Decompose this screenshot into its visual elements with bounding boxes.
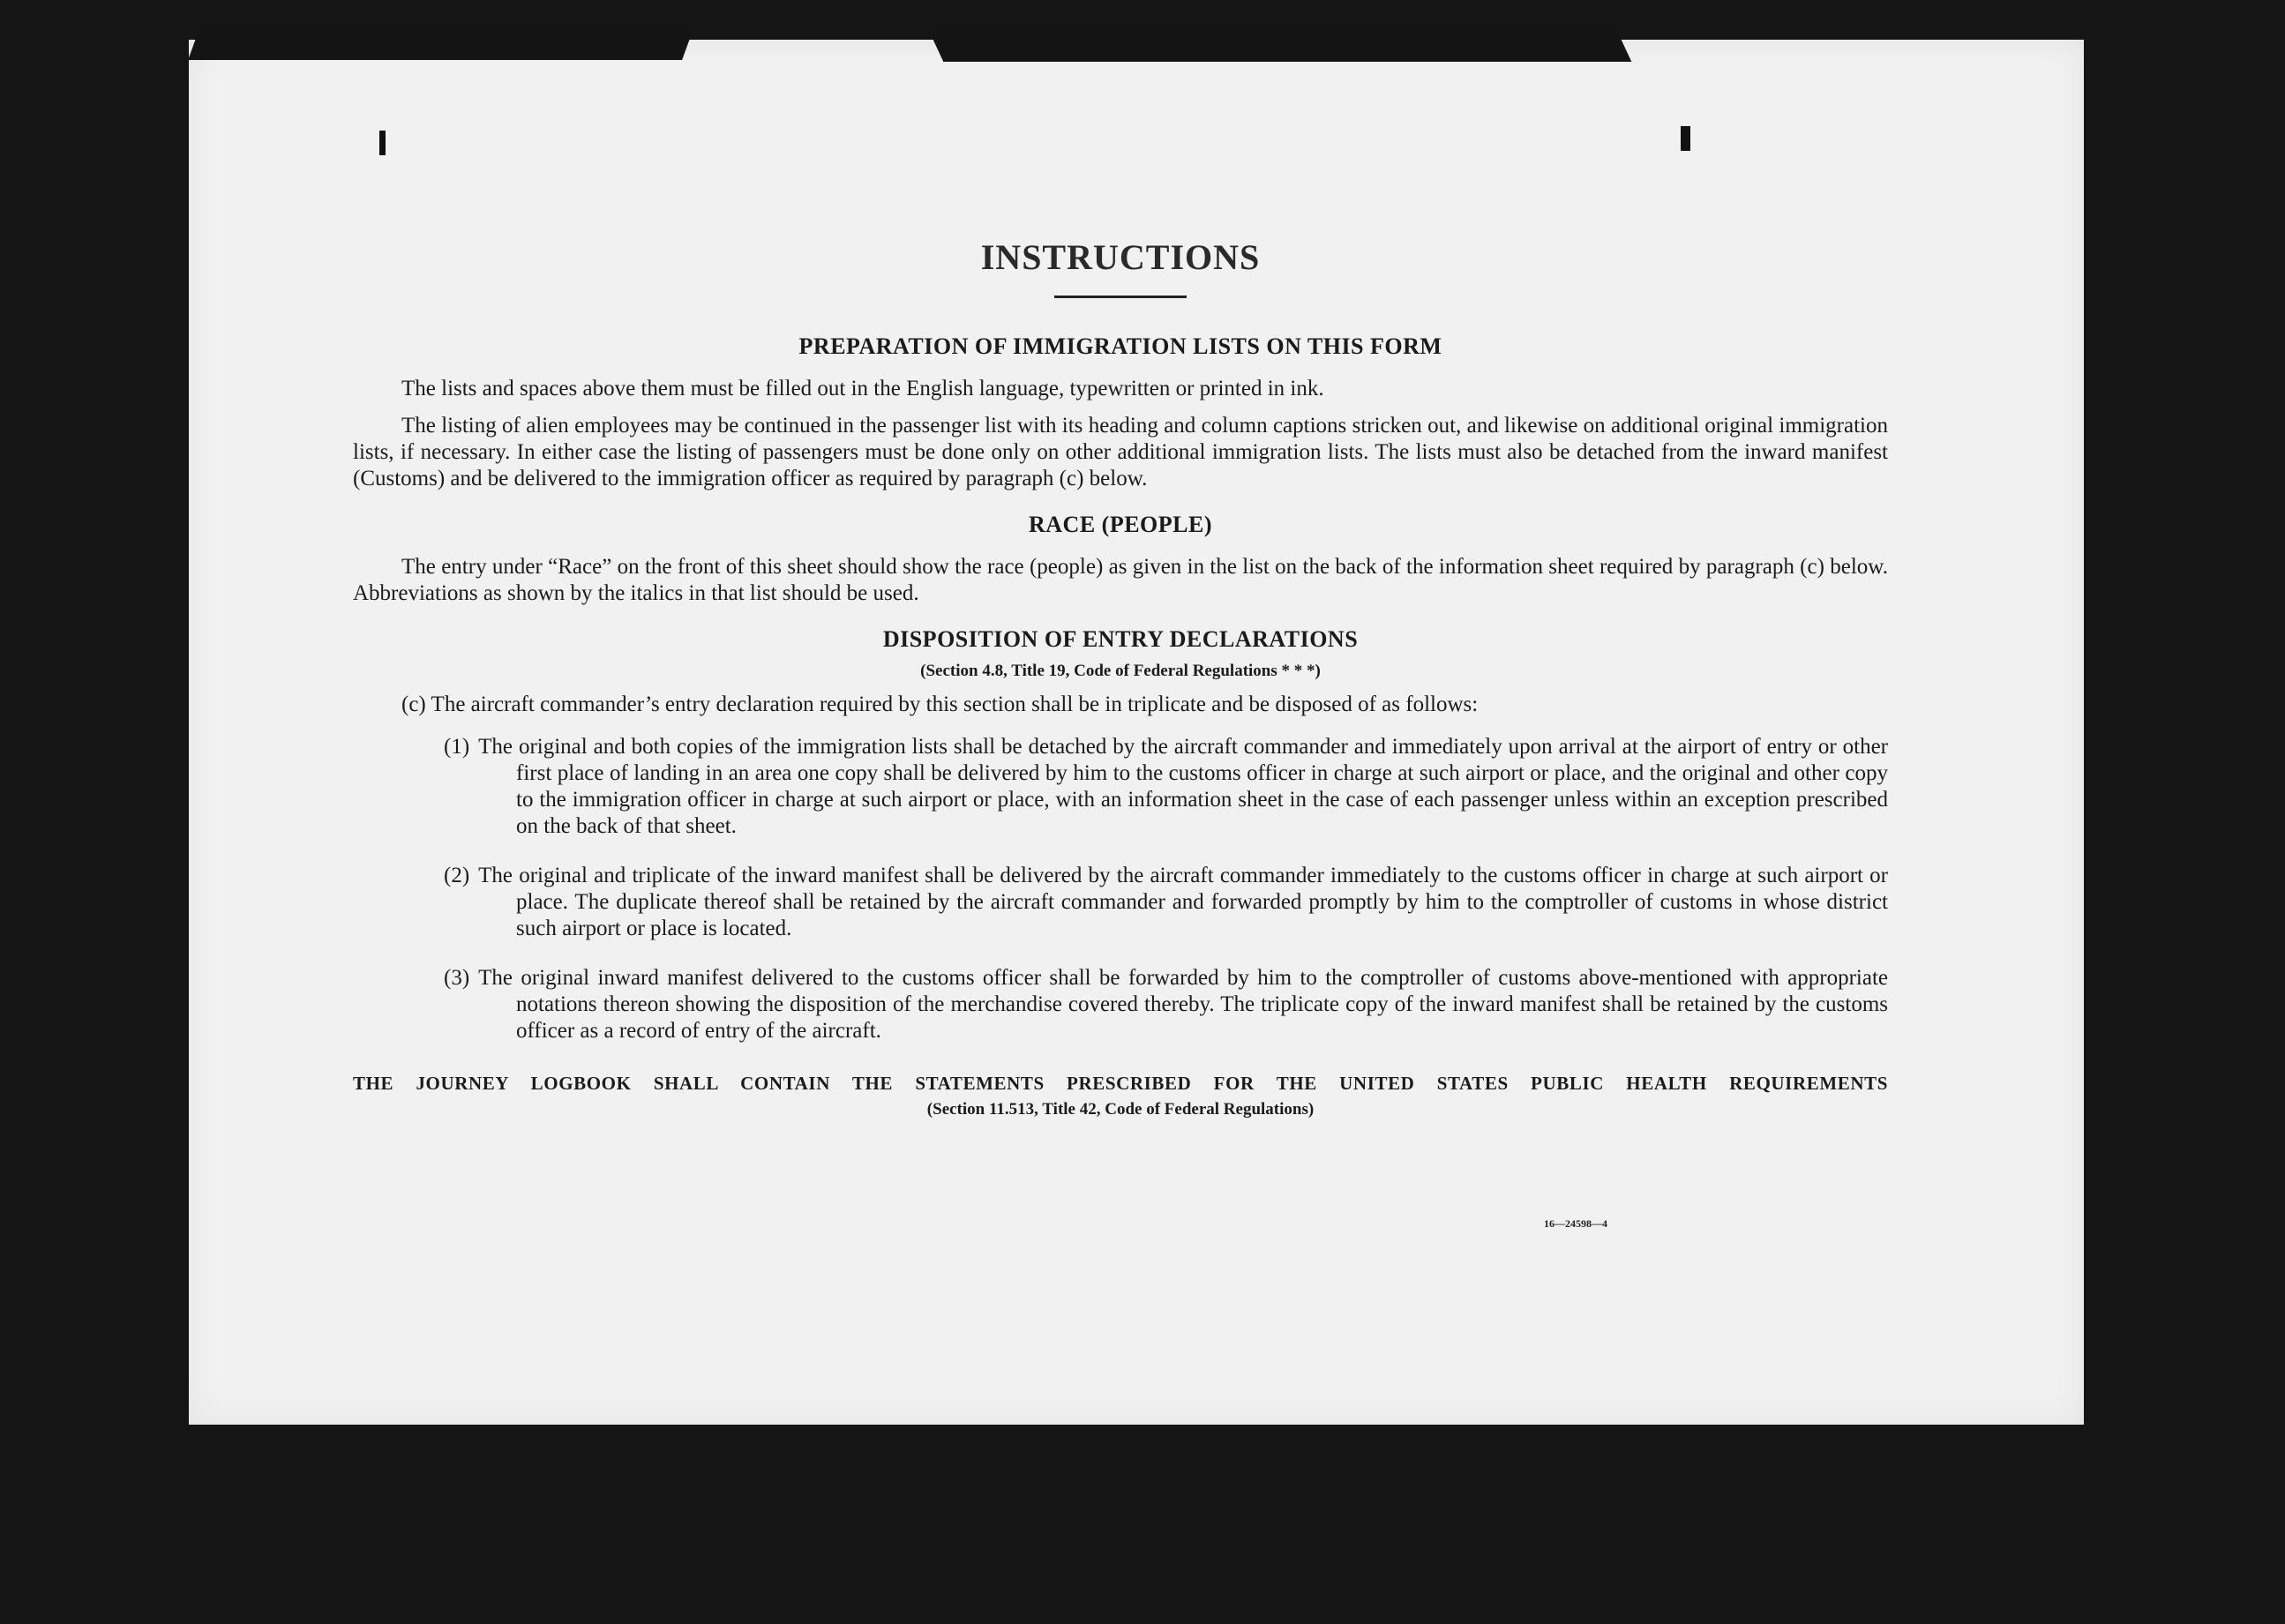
logbook-section	[353, 1073, 1888, 1119]
instructions-document	[353, 236, 1888, 1119]
disposition-section	[353, 626, 1888, 1044]
disposition-clause-c: (c) The aircraft commander’s entry declaration required by this section shall be in triplicate and be disposed of as follows:	[401, 692, 1479, 716]
preparation-section	[353, 333, 1888, 492]
race-paragraph: The entry under “Race” on the front of this sheet should show the race (people) as given in the list on the back of the information sheet required by paragraph (c) below. Abbreviations as shown by the italics in that list should be used.	[353, 555, 1888, 605]
document-title: INSTRUCTIONS	[980, 237, 1261, 277]
item-number: (1)	[444, 735, 470, 759]
preparation-paragraph-1: The lists and spaces above them must be filled out in the English language, typewritten or printed in ink.	[401, 377, 1324, 400]
scan-edge-shadow-right	[927, 26, 1632, 62]
item-text: The original and triplicate of the inward manifest shall be delivered by the aircraft commander immediately to the customs officer in charge at such airport or place. The duplicate thereof shall be retained by the aircraft commander and forwarded promptly by him to the comptroller of customs in whose district such airport or place is located.	[478, 864, 1888, 940]
title-underline	[1054, 296, 1187, 298]
form-number: 16—24598—4	[1544, 1217, 1607, 1230]
disposition-item-1	[353, 734, 1888, 840]
logbook-reference: (Section 11.513, Title 42, Code of Federal Regulations)	[926, 1100, 1315, 1119]
race-section	[353, 512, 1888, 607]
punch-mark-right	[1681, 126, 1690, 151]
punch-mark-left	[379, 131, 386, 155]
item-text: The original and both copies of the immigration lists shall be detached by the aircraft commander and immediately upon arrival at the airport of entry or other first place of landing in an area one copy shall be delivered by him to the customs officer in charge at such airport or place, and the original and other copy to the immigration officer in charge at such airport or place, with an information sheet in the case of each passenger unless within an exception prescribed on the back of that sheet.	[478, 735, 1888, 838]
disposition-item-2	[353, 863, 1888, 942]
item-number: (3)	[444, 966, 470, 990]
disposition-heading: DISPOSITION OF ENTRY DECLARATIONS	[882, 626, 1359, 652]
item-text: The original inward manifest delivered to the customs officer shall be forwarded by him to the comptroller of customs above-mentioned with appropriate notations thereon showing the disposition of the merchandise covered thereby. The triplicate copy of the inward manifest shall be retained by the customs officer as a record of entry of the aircraft.	[478, 966, 1888, 1043]
disposition-reference: (Section 4.8, Title 19, Code of Federal Regulations * * *)	[920, 662, 1321, 680]
preparation-heading: PREPARATION OF IMMIGRATION LISTS ON THIS FORM	[798, 333, 1442, 359]
scan-edge-shadow-left	[188, 26, 694, 60]
race-heading: RACE (PEOPLE)	[1029, 512, 1212, 537]
logbook-heading: THE JOURNEY LOGBOOK SHALL CONTAIN THE STATEMENTS PRESCRIBED FOR THE UNITED STATES PUBLIC HEALTH REQUIREMENTS	[353, 1073, 1888, 1094]
disposition-item-3	[353, 965, 1888, 1044]
preparation-paragraph-2: The listing of alien employees may be continued in the passenger list with its heading and column captions stricken out, and likewise on additional original immigration lists, if necessary. In either case the listing of passengers must be done only on other additional immigration lists. The lists must also be detached from the inward manifest (Customs) and be delivered to the immigration officer as required by paragraph (c) below.	[353, 414, 1888, 490]
item-number: (2)	[444, 864, 470, 887]
